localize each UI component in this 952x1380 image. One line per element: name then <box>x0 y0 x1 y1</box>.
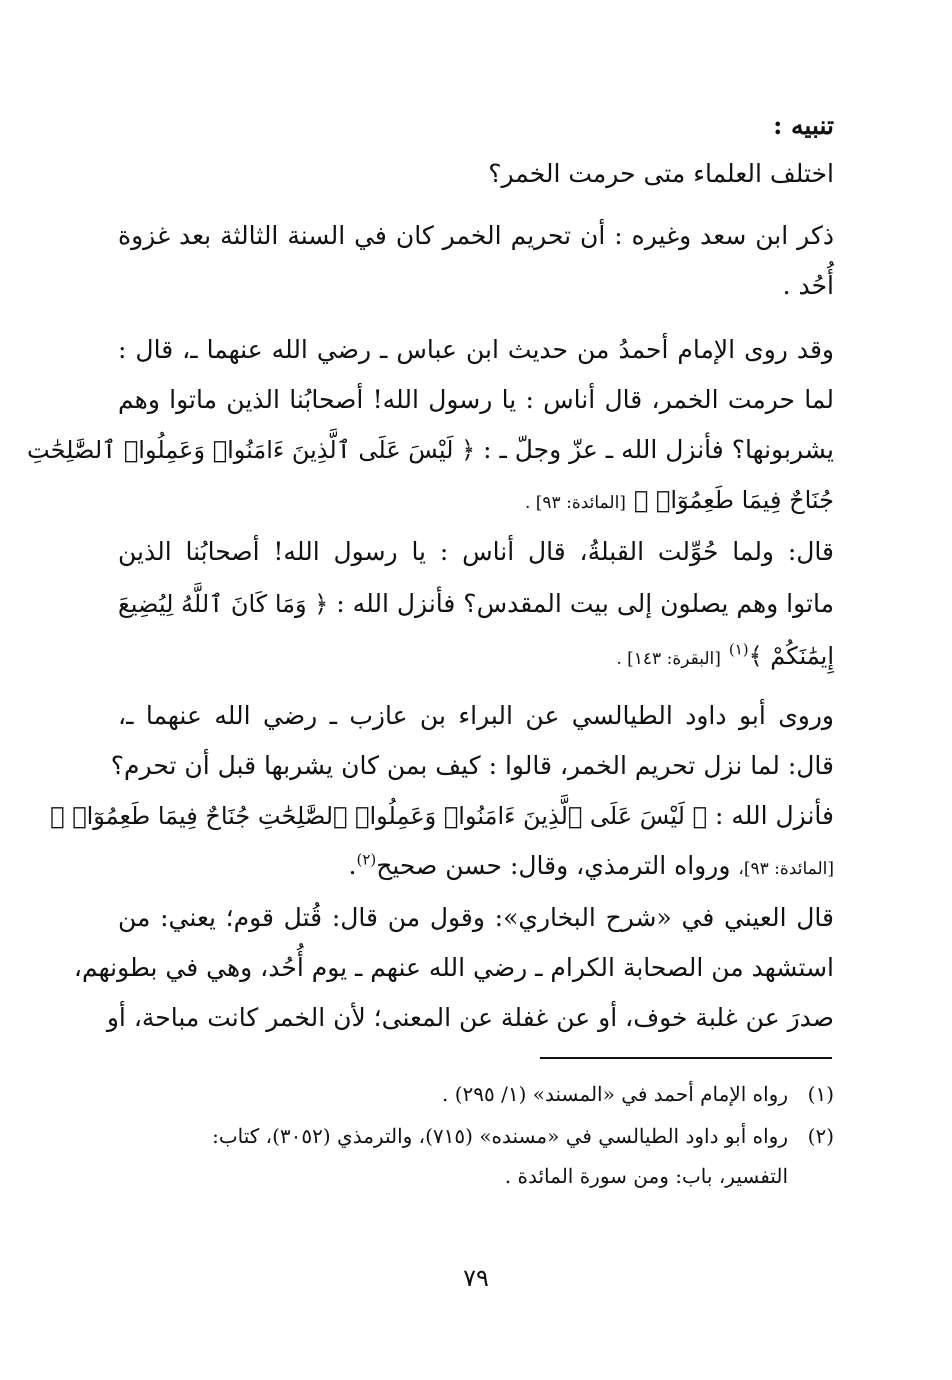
text-line: أُحُد . <box>782 271 834 300</box>
footnote-marker: (١) <box>728 640 749 659</box>
footnote <box>118 1074 834 1114</box>
text-line <box>118 472 834 528</box>
text-line: صدرَ عن غلبة خوف، أو عن غفلة عن المعنى؛ لأن الخمر كانت مباحة، أو <box>106 1003 834 1032</box>
quran-verse: إِيمَٰنَكُمْ ﴾ <box>748 642 834 670</box>
quran-verse: ﴿ لَيْسَ عَلَى ٱلَّذِينَ ءَامَنُوا۟ وَعَمِلُوا۟ ٱلصَّٰلِحَٰتِ <box>27 436 476 464</box>
page-number: ٧٩ <box>463 1264 489 1292</box>
verse-reference: [البقرة: ١٤٣] . <box>616 649 721 669</box>
text-line <box>118 576 834 632</box>
footnote <box>118 1116 834 1156</box>
text-line: ذكر ابن سعد وغيره : أن تحريم الخمر كان في السنة الثالثة بعد غزوة <box>118 221 834 250</box>
text-line <box>118 838 834 894</box>
text-segment: فأنزل الله : <box>714 801 834 830</box>
text-line: اختلف العلماء متى حرمت الخمر؟ <box>488 159 834 188</box>
text-line <box>27 422 834 478</box>
quran-verse: جُنَاحٌ فِيمَا طَعِمُوٓا۟ ﴾ <box>633 486 834 514</box>
text-line: لما حرمت الخمر، قال أناس : يا رسول الله! أصحابُنا الذين ماتوا وهم <box>118 385 834 414</box>
quran-verse: ﴿ لَيْسَ عَلَى ٱلَّذِينَ ءَامَنُوا۟ وَعَمِلُوا۟ ٱلصَّٰلِحَٰتِ جُنَاحٌ فِيمَا طَعِمُوٓا۟ ﴾ <box>50 802 707 830</box>
footnote-number: (١) <box>807 1082 834 1106</box>
text-segment: يشربونها؟ فأنزل الله ـ عزّ وجلّ ـ : <box>483 435 834 464</box>
text-segment: ورواه الترمذي، وقال: حسن صحيح <box>376 851 731 880</box>
footnote-divider <box>540 1057 832 1059</box>
text-segment: . <box>348 851 357 880</box>
text-line: وروى أبو داود الطيالسي عن البراء بن عازب ـ رضي الله عنهما ـ، <box>118 701 834 730</box>
footnote-number: (٢) <box>807 1124 834 1148</box>
footnote-continuation: التفسير، باب: ومن سورة المائدة . <box>504 1164 788 1188</box>
text-segment: ماتوا وهم يصلون إلى بيت المقدس؟ فأنزل الله : <box>336 589 835 618</box>
text-line: قال: لما نزل تحريم الخمر، قالوا : كيف بمن كان يشربها قبل أن تحرم؟ <box>110 751 834 780</box>
text-line: استشهد من الصحابة الكرام ـ رضي الله عنهم ـ يوم أُحُد، وهي في بطونهم، <box>73 953 834 982</box>
text-line: وقد روى الإمام أحمدُ من حديث ابن عباس ـ رضي الله عنهما ـ، قال : <box>118 335 834 364</box>
section-heading: تنبيه : <box>773 111 834 140</box>
footnote-marker: (٢) <box>356 850 377 869</box>
footnote-text: رواه أبو داود الطيالسي في «مسنده» (٧١٥)، والترمذي (٣٠٥٢)، كتاب: <box>212 1124 788 1148</box>
footnote-text: رواه الإمام أحمد في «المسند» (١/ ٢٩٥) . <box>442 1082 788 1106</box>
verse-reference: [المائدة: ٩٣]، <box>738 859 834 879</box>
text-line <box>50 788 834 844</box>
quran-verse: ﴿ وَمَا كَانَ ٱللَّهُ لِيُضِيعَ <box>118 590 329 618</box>
text-line <box>118 628 834 684</box>
text-line: قال العيني في «شرح البخاري»: وقول من قال: قُتل قوم؛ يعني: من <box>118 903 834 932</box>
verse-reference: [المائدة: ٩٣] . <box>524 493 626 513</box>
text-line: قال: ولما حُوِّلت القبلةُ، قال أناس : يا رسول الله! أصحابُنا الذين <box>118 537 834 566</box>
